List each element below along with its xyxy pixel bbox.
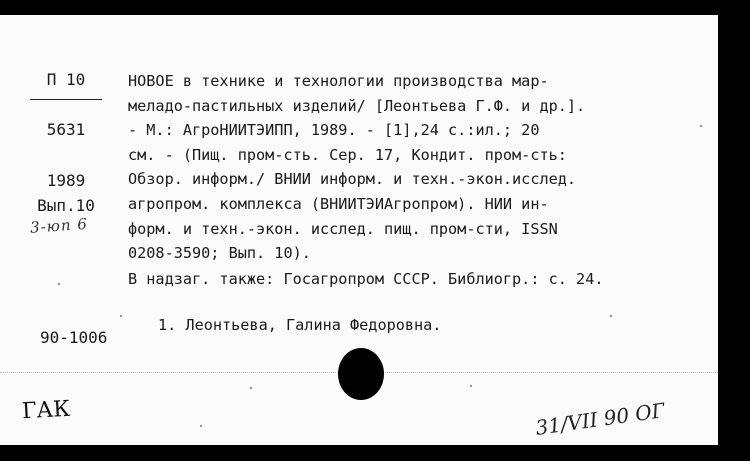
shelf-divider [30,99,102,100]
shelf-year: 1989 [46,171,86,190]
note-line: с. 24. [548,270,604,288]
entry-line: Обзор. информ./ ВНИИ информ. и техн.-экон.исслед. [128,170,577,189]
bibliographic-note [128,267,704,292]
scan-speck [200,425,202,427]
entry-line: НОВОЕ в технике и технологии производства мар- [128,72,549,90]
scan-speck [58,283,60,285]
catalog-card [0,15,718,445]
bibliographic-entry [128,69,704,266]
accession-number: 90-1006 [40,328,108,347]
library-stamp: ГАК [21,396,71,425]
subject-heading: 1. Леонтьева, Галина Федоровна. [158,316,442,334]
entry-line: 0208-3590; Вып. 10). [128,244,311,263]
scan-speck [120,315,122,317]
entry-line: см. - (Пищ. пром-сть. Сер. 17, Кондит. пром-сть: [128,145,567,164]
scan-speck [700,125,702,127]
entry-line: - М.: АгроНИИТЭИПП, 1989. - [1],24 с.:ил.; 20 [128,121,540,140]
shelf-issue: Вып.10 [37,196,95,215]
scan-speck [610,315,612,317]
handwritten-note: 3-юп 6 [29,214,89,237]
entry-line: форм. и техн.-экон. исслед. пищ. пром-сти, ISSN [128,219,558,238]
entry-line: меладо-пастильных изделий/ [Леонтьева Г.Ф. и др.]. [128,96,586,115]
punch-hole [338,348,384,400]
scan-speck [470,385,472,387]
entry-line: агропром. комплекса (ВНИИТЭИАгропром). НИИ ин- [128,194,549,213]
note-line: В надзаг. также: Госагропром СССР. Библиогр.: [128,270,540,288]
shelf-code: П 10 [46,70,86,89]
date-stamp: 31/VII 90 ОГ [533,398,667,440]
shelf-number: 5631 [46,120,86,139]
scan-speck [250,387,252,389]
